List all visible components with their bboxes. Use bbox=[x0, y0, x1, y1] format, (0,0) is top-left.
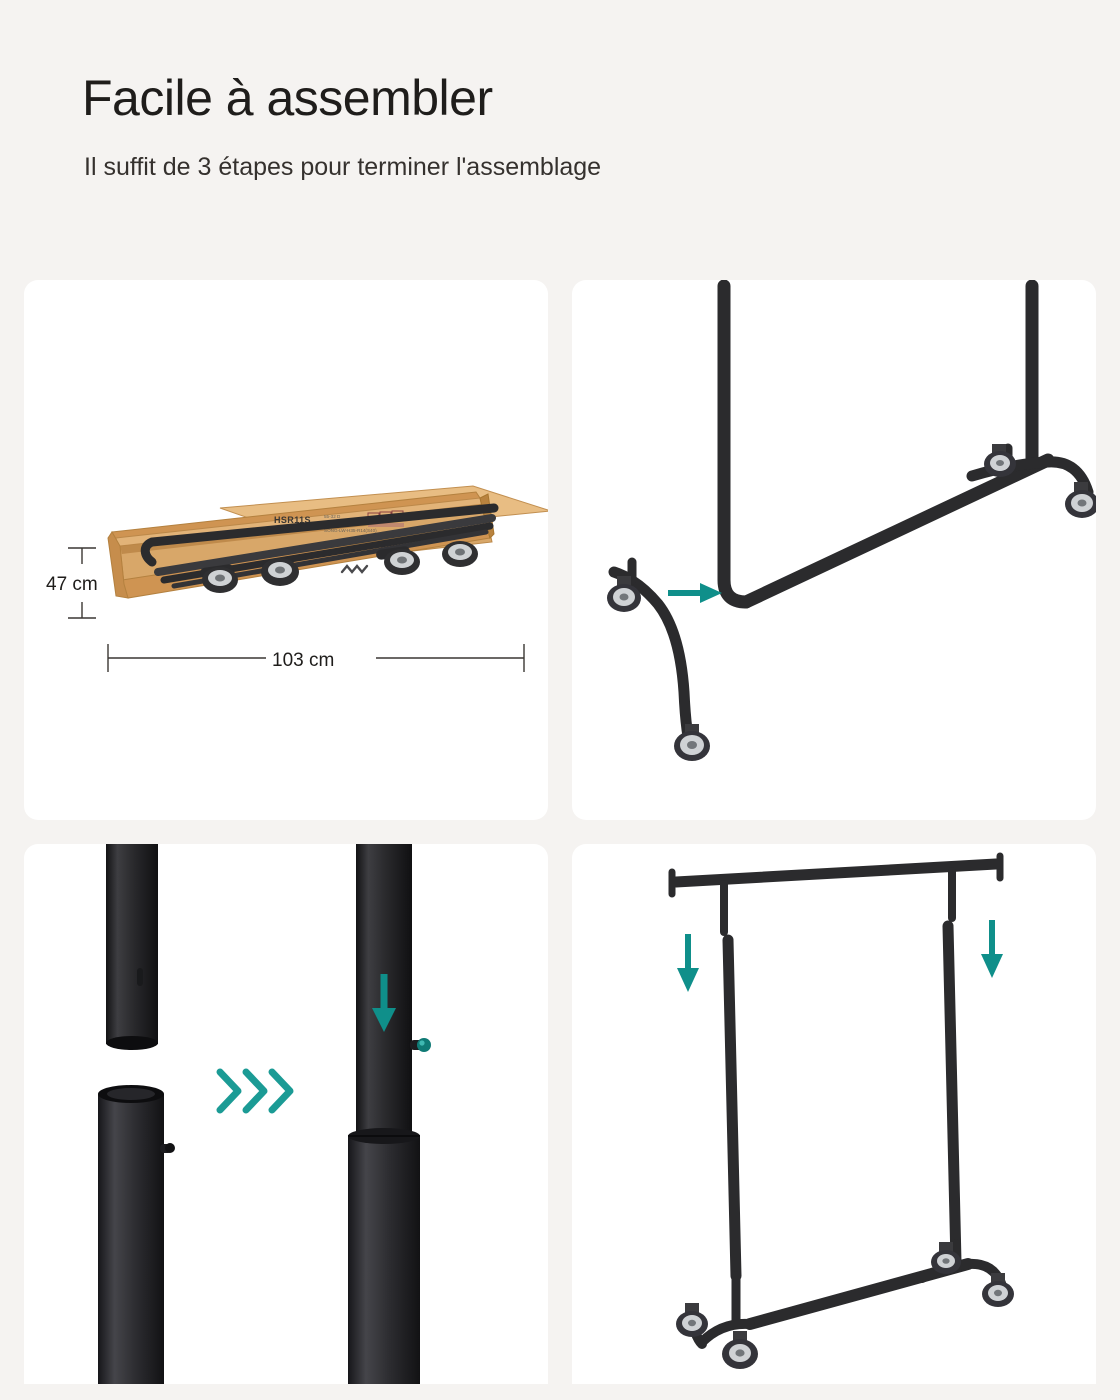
main-frame bbox=[724, 286, 1088, 602]
width-dimension-label: 103 cm bbox=[272, 650, 335, 671]
page-title: Facile à assembler bbox=[82, 70, 493, 126]
height-dimension-label: 47 cm bbox=[46, 574, 98, 595]
panel-final-assembly bbox=[572, 844, 1096, 1384]
frame-assembly-illustration bbox=[572, 280, 1096, 820]
carton-spec-2: 23-11 W bbox=[324, 521, 342, 526]
carton-code: HSR11S bbox=[274, 515, 311, 525]
steps-grid bbox=[24, 280, 1096, 1384]
arrow-down-teal-right bbox=[981, 920, 1003, 978]
spring-pin-knob bbox=[410, 1038, 431, 1052]
page-subtitle: Il suffit de 3 étapes pour terminer l'assemblage bbox=[84, 152, 602, 181]
panel-tube-insert bbox=[24, 844, 548, 1384]
panel-packaging bbox=[24, 280, 548, 820]
panel-frame-assembly bbox=[572, 280, 1096, 820]
header bbox=[0, 0, 1120, 182]
tube-pair-assembled bbox=[348, 844, 431, 1384]
tube-insert-illustration bbox=[24, 844, 548, 1384]
chevrons-right-teal bbox=[220, 1072, 290, 1110]
arrow-down-teal-left bbox=[677, 934, 699, 992]
carton-spec-1: 55-32 D bbox=[324, 514, 341, 519]
arrow-right-teal bbox=[668, 583, 722, 603]
tube-pair-separated bbox=[98, 844, 175, 1384]
packaging-illustration bbox=[24, 280, 548, 820]
spring-pin-left bbox=[160, 1143, 175, 1153]
carton-fine-print: SONG-LW-H35-R14(S40) bbox=[324, 528, 377, 533]
final-assembly-illustration bbox=[572, 844, 1096, 1384]
